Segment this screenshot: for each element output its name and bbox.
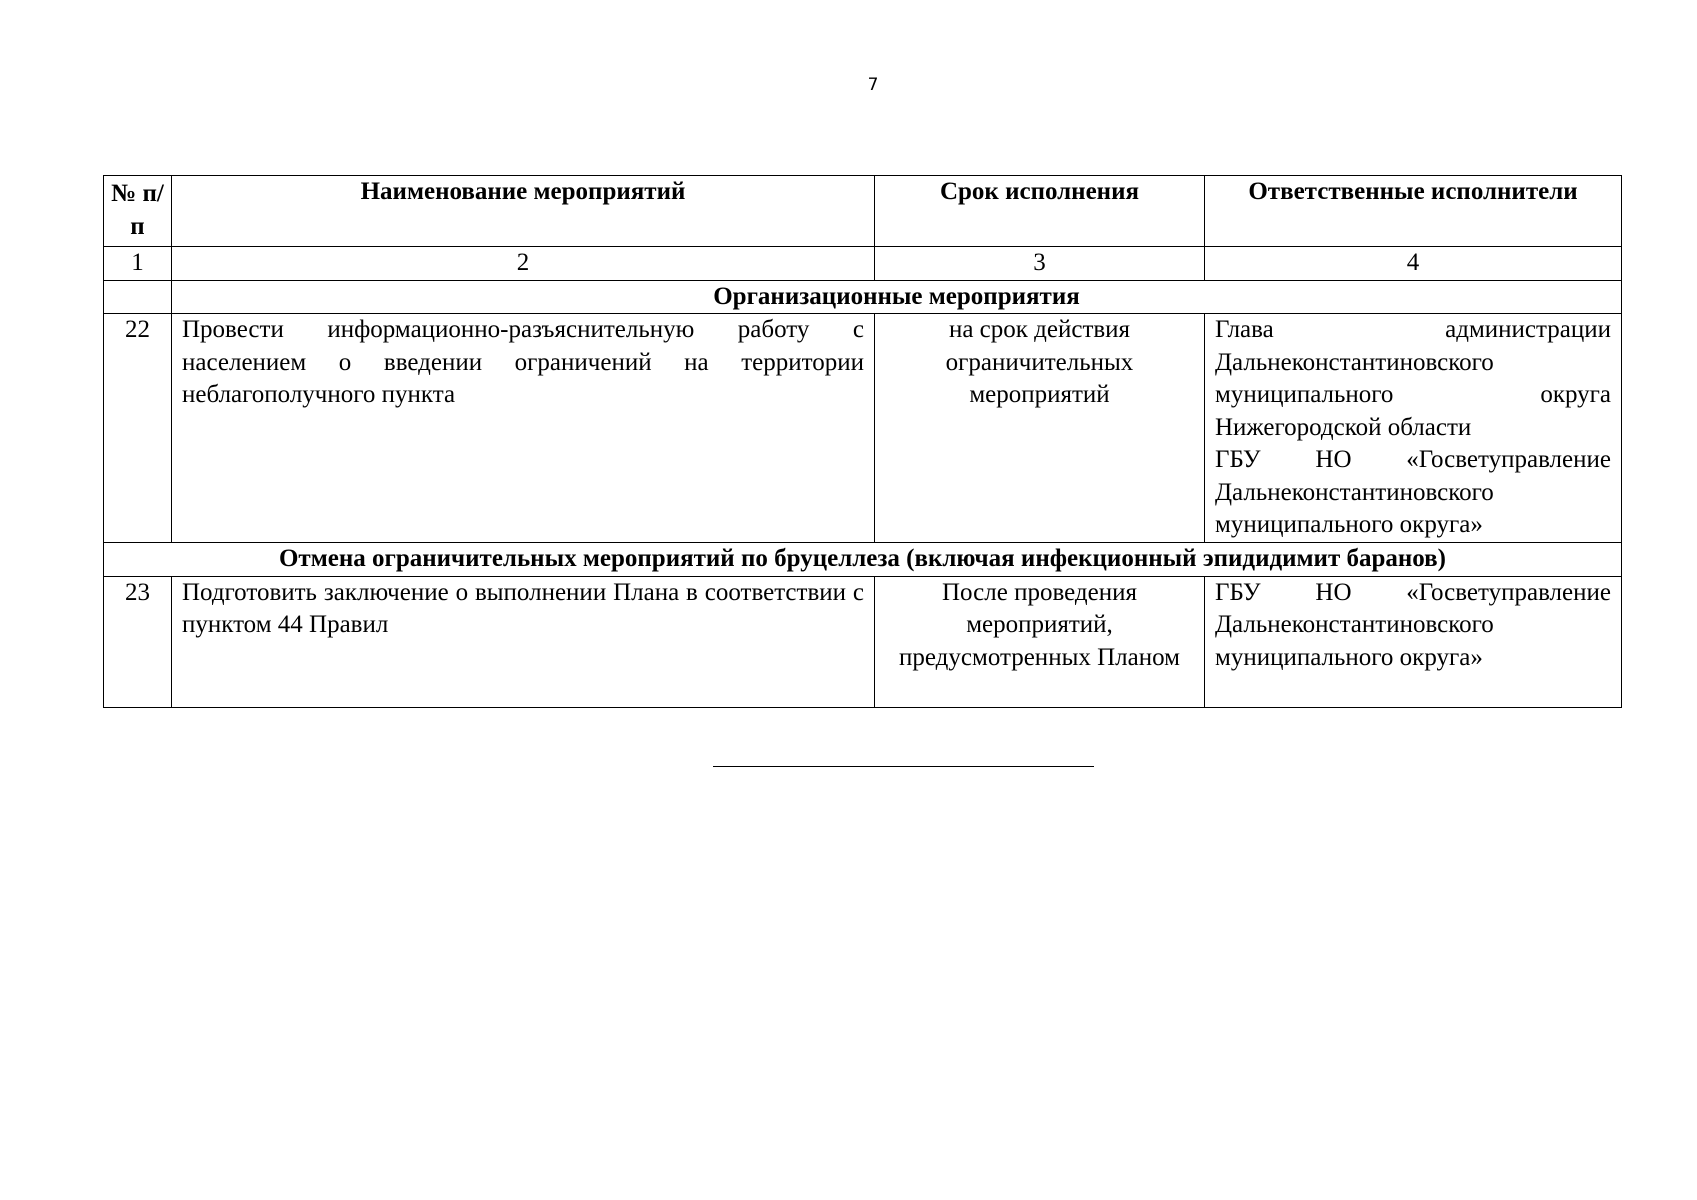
column-index-cell: 2 — [172, 247, 875, 281]
column-index-cell: 4 — [1205, 247, 1622, 281]
responsible-line: ГБУ НО «Госветуправление — [1215, 578, 1611, 606]
column-index-row — [104, 247, 1622, 281]
table-row — [104, 314, 1622, 543]
section-heading-empty-cell — [104, 280, 172, 314]
section-heading-row — [104, 543, 1622, 577]
header-deadline: Срок исполнения — [875, 176, 1205, 247]
table-row — [104, 576, 1622, 707]
header-number: № п/п — [104, 176, 172, 247]
measure-name: Провести информационно-разъяснительную работу с населением о введении ограничений на территории неблагополучного пункта — [172, 314, 875, 543]
responsible-line: Дальнеконстантиновского — [1215, 348, 1494, 376]
deadline: на срок действия ограничительных мероприятий — [875, 314, 1205, 543]
responsible-line: Нижегородской области — [1215, 413, 1472, 441]
responsible — [1205, 576, 1622, 707]
deadline: После проведения мероприятий, предусмотренных Планом — [875, 576, 1205, 707]
table-header-row — [104, 176, 1622, 247]
responsible-line: Дальнеконстантиновского — [1215, 611, 1494, 638]
header-measure-name: Наименование мероприятий — [172, 176, 875, 247]
row-number: 22 — [104, 314, 172, 543]
column-index-cell: 3 — [875, 247, 1205, 281]
section-heading: Организационные мероприятия — [172, 280, 1622, 314]
responsible-line: Дальнеконстантиновского — [1215, 478, 1494, 506]
header-responsible: Ответственные исполнители — [1205, 176, 1622, 247]
section-heading: Отмена ограничительных мероприятий по бруцеллеза (включая инфекционный эпидидимит баранов) — [104, 543, 1622, 577]
responsible-line: муниципального округа — [1215, 381, 1611, 408]
section-heading-row — [104, 280, 1622, 314]
responsible — [1205, 314, 1622, 543]
document-end-line — [713, 766, 1094, 767]
row-number: 23 — [104, 576, 172, 707]
measure-name: Подготовить заключение о выполнении Плана в соответствии с пунктом 44 Правил — [172, 576, 875, 707]
responsible-line: муниципального округа» — [1215, 643, 1483, 671]
measures-table — [103, 175, 1622, 708]
page-number: 7 — [867, 75, 879, 95]
column-index-cell: 1 — [104, 247, 172, 281]
responsible-line: муниципального округа» — [1215, 511, 1483, 538]
responsible-line: Глава администрации — [1215, 316, 1611, 343]
responsible-line: ГБУ НО «Госветуправление — [1215, 446, 1611, 473]
